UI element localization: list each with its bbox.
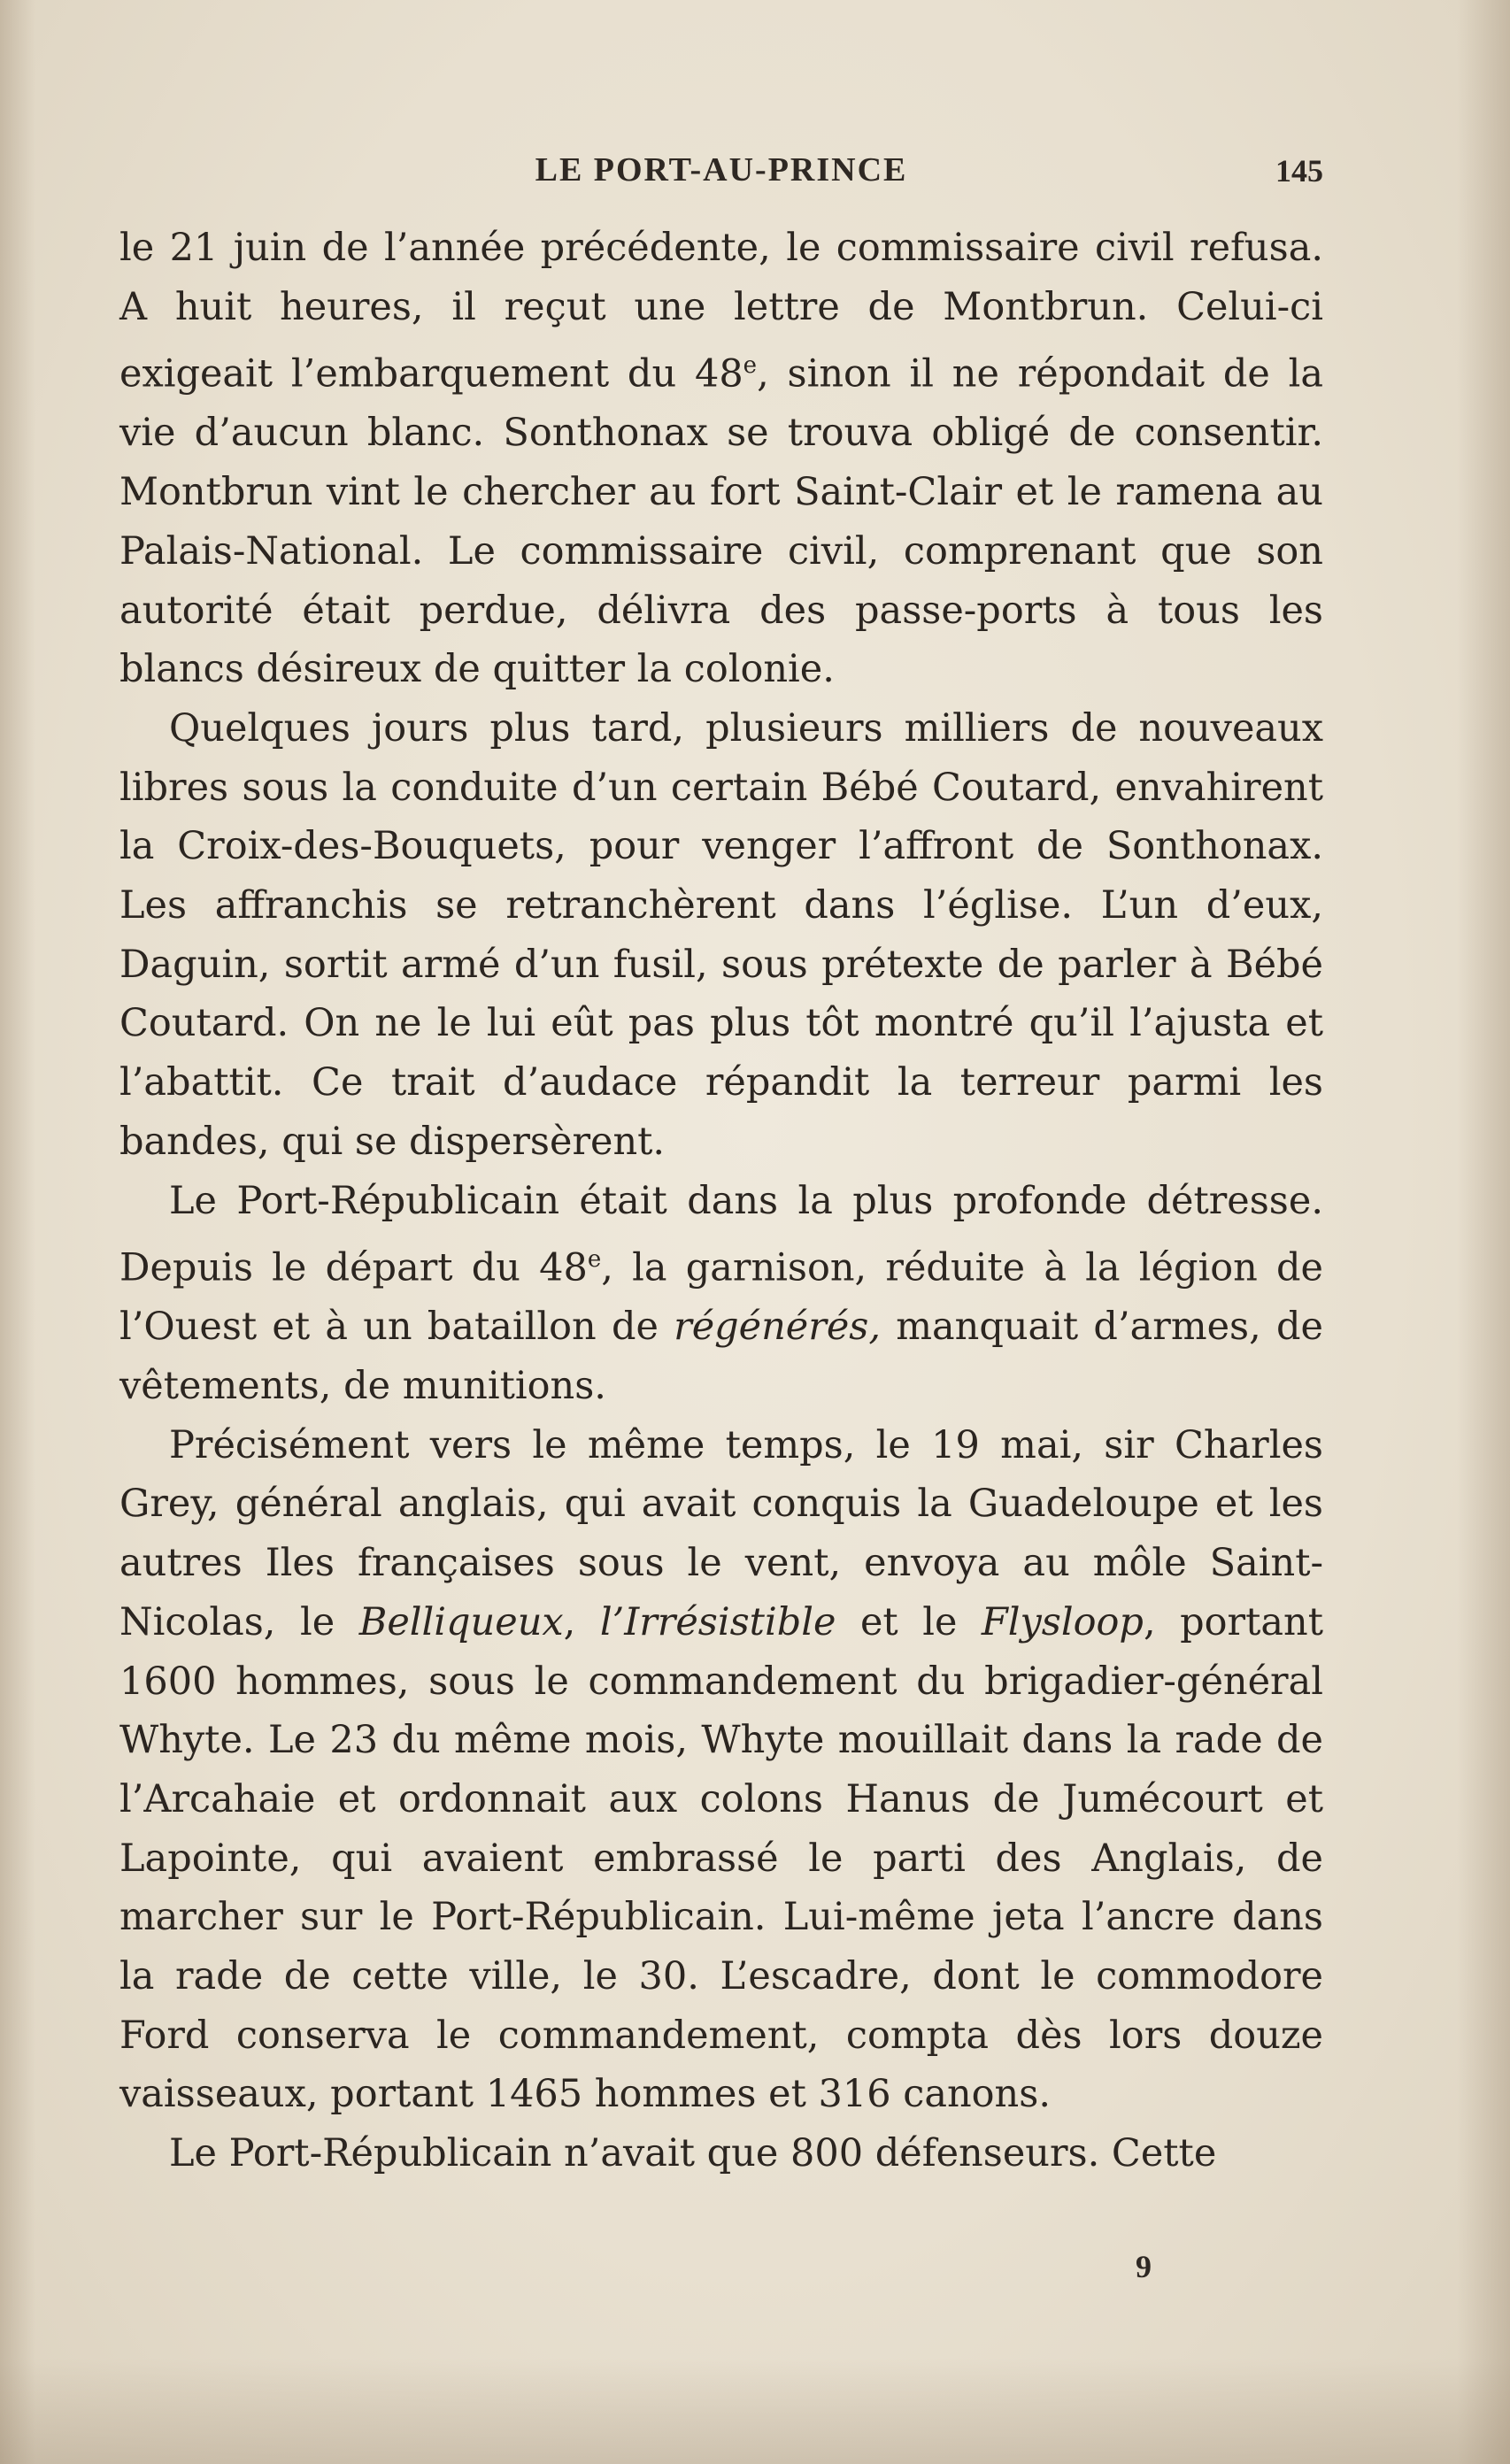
italic-text: Flysloop	[981, 1599, 1144, 1644]
text-run: Quelques jours plus tard, plusieurs milliers de nouveaux libres sous la conduite d’un certain Bébé Coutard, envahirent la Croix-des-Bouquets, pour venger l’affront de Sonthonax. Les affranchis se retranchèrent dans l’église. L’un d’eux, Daguin, sortit armé d’un fusil, sous prétexte de parler à Bébé Coutard. On ne le lui eût pas plus tôt montré qu’il l’ajusta et l’abattit. Ce trait d’audace répandit la terreur parmi les bandes, qui se dispersèrent.	[119, 705, 1323, 1164]
text-run: manquait d’armes, de vêtements, de munitions.	[119, 1305, 1323, 1409]
page-number: 145	[1275, 153, 1323, 189]
text-run: , portant 1600 hommes, sous le commandement du brigadier-général Whyte. Le 23 du même mois, Whyte mouillait dans la rade de l’Arcahaie et ordonnait aux colons Hanus de Jumécourt et Lapointe, qui avaient embrassé le parti des Anglais, de marcher sur le Port-Républicain. Lui-même jeta l’ancre dans la rade de cette ville, le 30. L’escadre, dont le commodore Ford conserva le commandement, compta dès lors douze vaisseaux, portant 1465 hommes et 316 canons.	[119, 1599, 1323, 2117]
body-text	[119, 219, 1323, 2183]
running-head	[119, 150, 1323, 195]
page-edge-shadow-bottom	[0, 2358, 1510, 2464]
paragraph	[119, 1416, 1323, 2124]
text-run: , la garnison, réduite à la légion de l’Ouest et à un bataillon de	[119, 1245, 1323, 1350]
text-run: Le Port-Républicain était dans la plus profonde détresse. Depuis le départ du 48	[119, 1178, 1323, 1290]
text-run: le 21 juin de l’année précédente, le commissaire civil refusa. A huit heures, il reçut une lettre de Montbrun. Celui-ci exigeait l’embarquement du 48	[119, 226, 1323, 397]
italic-text: Belliqueux	[358, 1599, 564, 1644]
paragraph	[119, 2124, 1323, 2183]
paragraph	[119, 1172, 1323, 1416]
paragraph	[119, 699, 1323, 1172]
text-run: , sinon il ne répondait de la vie d’aucun blanc. Sonthonax se trouva obligé de consentir. Montbrun vint le chercher au fort Saint-Clair et le ramena au Palais-National. Le commissaire civil, comprenant que son autorité était perdue, délivra des passe-ports à tous les blancs désireux de quitter la colonie.	[119, 351, 1323, 692]
superscript-text: e	[743, 352, 758, 380]
text-run: ,	[563, 1599, 600, 1644]
page-edge-shadow-left	[0, 0, 35, 2464]
text-run: Le Port-Républicain n’avait que 800 défenseurs. Cette	[169, 2131, 1217, 2176]
italic-text: l’Irrésistible	[599, 1599, 836, 1644]
paragraph	[119, 219, 1323, 699]
signature-mark: 9	[1136, 2249, 1152, 2284]
text-run: Précisément vers le même temps, le 19 mai, sir Charles Grey, général anglais, qui avait conquis la Guadeloupe et les autres Iles françaises sous le vent, envoya au môle Saint-Nicolas, le	[119, 1422, 1323, 1644]
running-title: LE PORT-AU-PRINCE	[535, 151, 908, 189]
italic-text: régénérés,	[674, 1305, 881, 1350]
text-run: et le	[836, 1599, 982, 1644]
page-edge-shadow-right	[1457, 0, 1510, 2464]
superscript-text: e	[587, 1246, 602, 1274]
